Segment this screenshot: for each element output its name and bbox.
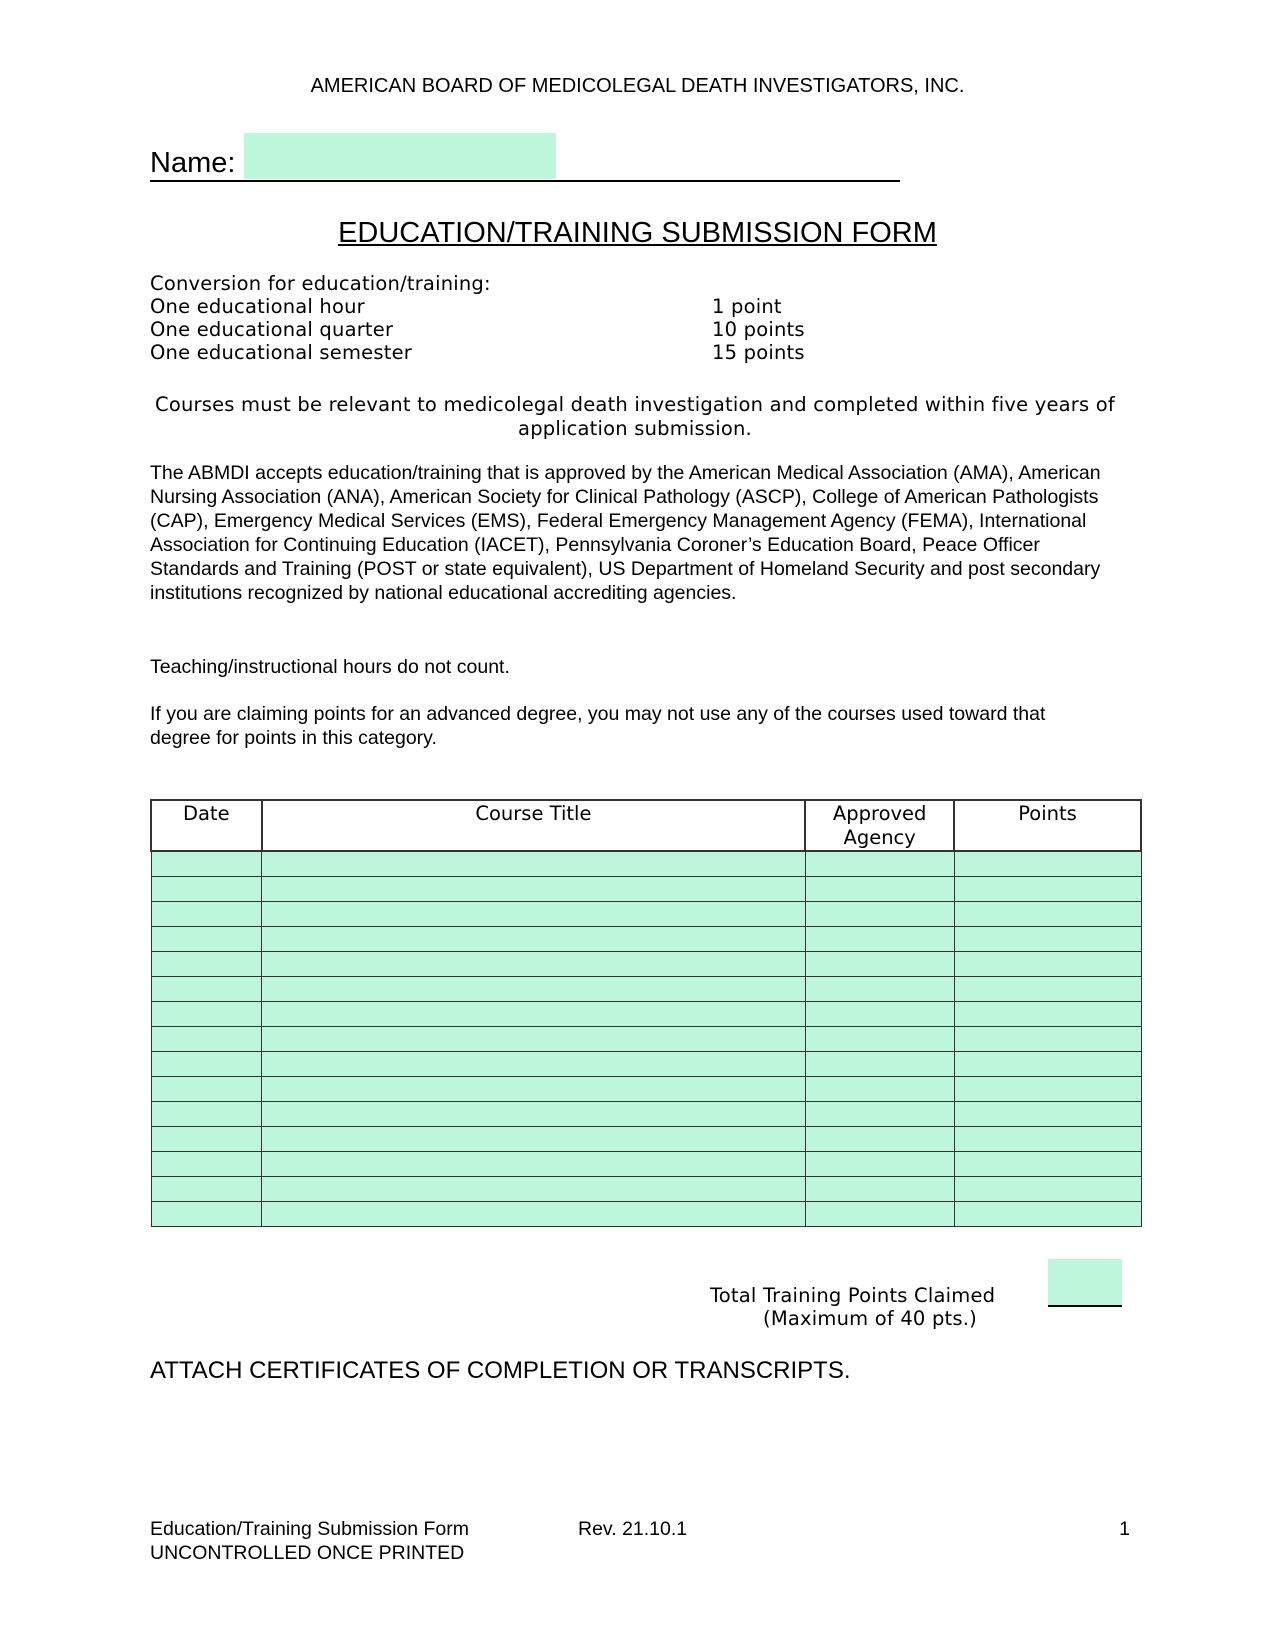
- course-title-input[interactable]: [262, 1102, 805, 1126]
- table-row: [151, 1102, 1141, 1127]
- course-title-input[interactable]: [262, 952, 805, 976]
- teaching-hours-note: Teaching/instructional hours do not count.: [150, 656, 510, 678]
- table-row: [151, 1002, 1141, 1027]
- points-input[interactable]: [955, 1077, 1141, 1101]
- course-title-input[interactable]: [262, 1052, 805, 1076]
- date-cell: [151, 1077, 262, 1102]
- points-input[interactable]: [955, 977, 1141, 1001]
- column-header-course-title: Course Title: [262, 800, 806, 851]
- points-input[interactable]: [955, 852, 1141, 876]
- total-points-label: Total Training Points Claimed: [710, 1284, 996, 1307]
- footer-revision: Rev. 21.10.1: [578, 1518, 688, 1540]
- approved-agency-input[interactable]: [806, 1002, 954, 1026]
- course-title-cell: [262, 1127, 806, 1152]
- conversion-label: One educational hour: [150, 295, 365, 318]
- points-cell: [954, 1002, 1141, 1027]
- total-points-input[interactable]: [1048, 1259, 1122, 1307]
- date-cell: [151, 851, 262, 877]
- points-cell: [954, 1027, 1141, 1052]
- approved-agency-cell: [805, 977, 954, 1002]
- date-input[interactable]: [152, 852, 262, 876]
- column-header-approved-agency: Approved Agency: [805, 800, 954, 851]
- points-cell: [954, 877, 1141, 902]
- table-row: [151, 977, 1141, 1002]
- course-title-cell: [262, 977, 806, 1002]
- column-header-date: Date: [151, 800, 262, 851]
- date-input[interactable]: [152, 1177, 262, 1201]
- approved-agency-input[interactable]: [806, 877, 954, 901]
- points-cell: [954, 1127, 1141, 1152]
- approved-agency-cell: [805, 877, 954, 902]
- date-input[interactable]: [152, 1202, 262, 1226]
- points-cell: [954, 1152, 1141, 1177]
- conversion-label: One educational semester: [150, 341, 412, 364]
- date-cell: [151, 952, 262, 977]
- course-title-input[interactable]: [262, 852, 805, 876]
- conversion-row-semester: [150, 341, 850, 365]
- course-title-cell: [262, 1052, 806, 1077]
- course-title-cell: [262, 952, 806, 977]
- table-row: [151, 1027, 1141, 1052]
- date-input[interactable]: [152, 1127, 262, 1151]
- date-input[interactable]: [152, 1152, 262, 1176]
- course-title-input[interactable]: [262, 1202, 805, 1226]
- form-title: EDUCATION/TRAINING SUBMISSION FORM: [338, 217, 937, 249]
- conversion-value: 1 point: [712, 295, 782, 318]
- courses-table: [150, 799, 1142, 1227]
- name-input[interactable]: [244, 133, 556, 179]
- approved-agency-cell: [805, 952, 954, 977]
- date-input[interactable]: [152, 1027, 262, 1051]
- course-title-input[interactable]: [262, 927, 805, 951]
- date-cell: [151, 1052, 262, 1077]
- points-cell: [954, 851, 1141, 877]
- points-input[interactable]: [955, 877, 1141, 901]
- approved-agency-cell: [805, 1127, 954, 1152]
- date-input[interactable]: [152, 977, 262, 1001]
- approved-agency-input[interactable]: [806, 927, 954, 951]
- approved-agency-input[interactable]: [806, 1177, 954, 1201]
- approved-agency-cell: [805, 1202, 954, 1227]
- course-title-input[interactable]: [262, 1002, 805, 1026]
- points-cell: [954, 927, 1141, 952]
- conversion-value: 10 points: [712, 318, 805, 341]
- table-row: [151, 1077, 1141, 1102]
- courses-table-body: [151, 851, 1141, 1227]
- table-header-row: [151, 800, 1141, 851]
- points-input[interactable]: [955, 952, 1141, 976]
- approved-agency-input[interactable]: [806, 1027, 954, 1051]
- date-cell: [151, 1177, 262, 1202]
- date-cell: [151, 1127, 262, 1152]
- table-row: [151, 1152, 1141, 1177]
- date-cell: [151, 902, 262, 927]
- date-input[interactable]: [152, 1077, 262, 1101]
- course-title-input[interactable]: [262, 877, 805, 901]
- date-input[interactable]: [152, 902, 262, 926]
- points-input[interactable]: [955, 902, 1141, 926]
- points-input[interactable]: [955, 1202, 1141, 1226]
- conversion-value: 15 points: [712, 341, 805, 364]
- date-input[interactable]: [152, 952, 262, 976]
- points-input[interactable]: [955, 1002, 1141, 1026]
- course-title-cell: [262, 1177, 806, 1202]
- course-title-cell: [262, 851, 806, 877]
- date-input[interactable]: [152, 1052, 262, 1076]
- course-title-cell: [262, 1002, 806, 1027]
- points-input[interactable]: [955, 1052, 1141, 1076]
- course-title-input[interactable]: [262, 977, 805, 1001]
- approved-agency-cell: [805, 1052, 954, 1077]
- total-points-max-note: (Maximum of 40 pts.): [763, 1307, 977, 1330]
- course-title-cell: [262, 927, 806, 952]
- points-input[interactable]: [955, 1027, 1141, 1051]
- points-cell: [954, 1102, 1141, 1127]
- date-input[interactable]: [152, 1102, 262, 1126]
- table-row: [151, 952, 1141, 977]
- date-cell: [151, 927, 262, 952]
- table-row: [151, 902, 1141, 927]
- course-title-cell: [262, 1102, 806, 1127]
- points-input[interactable]: [955, 1177, 1141, 1201]
- name-row: [150, 133, 900, 183]
- approved-agency-cell: [805, 1027, 954, 1052]
- course-title-cell: [262, 877, 806, 902]
- conversion-row-hour: [150, 295, 850, 319]
- date-cell: [151, 1002, 262, 1027]
- approved-agency-input[interactable]: [806, 1202, 954, 1226]
- table-row: [151, 1202, 1141, 1227]
- approved-agency-input[interactable]: [806, 1052, 954, 1076]
- approved-agency-input[interactable]: [806, 902, 954, 926]
- conversion-label: One educational quarter: [150, 318, 394, 341]
- approved-agency-input[interactable]: [806, 1127, 954, 1151]
- course-title-cell: [262, 902, 806, 927]
- organization-heading: AMERICAN BOARD OF MEDICOLEGAL DEATH INVESTIGATORS, INC.: [310, 75, 965, 97]
- points-input[interactable]: [955, 1127, 1141, 1151]
- points-cell: [954, 1177, 1141, 1202]
- approved-agency-input[interactable]: [806, 852, 954, 876]
- footer-form-name: Education/Training Submission Form: [150, 1518, 469, 1540]
- points-input[interactable]: [955, 927, 1141, 951]
- approved-agency-cell: [805, 1077, 954, 1102]
- approved-agency-input[interactable]: [806, 952, 954, 976]
- approved-agency-cell: [805, 1102, 954, 1127]
- table-row: [151, 927, 1141, 952]
- points-cell: [954, 902, 1141, 927]
- approved-agency-input[interactable]: [806, 1102, 954, 1126]
- course-title-cell: [262, 1027, 806, 1052]
- column-header-points: Points: [954, 800, 1141, 851]
- attach-certificates-note: ATTACH CERTIFICATES OF COMPLETION OR TRANSCRIPTS.: [150, 1357, 851, 1384]
- approved-agency-input[interactable]: [806, 977, 954, 1001]
- approved-agency-cell: [805, 927, 954, 952]
- date-cell: [151, 1152, 262, 1177]
- date-cell: [151, 1027, 262, 1052]
- approved-agency-cell: [805, 1177, 954, 1202]
- table-row: [151, 851, 1141, 877]
- approved-agency-input[interactable]: [806, 1152, 954, 1176]
- date-cell: [151, 1202, 262, 1227]
- date-input[interactable]: [152, 877, 262, 901]
- points-cell: [954, 977, 1141, 1002]
- points-cell: [954, 1052, 1141, 1077]
- course-title-input[interactable]: [262, 1152, 805, 1176]
- date-cell: [151, 977, 262, 1002]
- course-title-cell: [262, 1152, 806, 1177]
- relevance-note: Courses must be relevant to medicolegal death investigation and completed within five years of application submission.: [155, 393, 1115, 440]
- course-title-input[interactable]: [262, 1077, 805, 1101]
- name-label: Name:: [150, 147, 236, 179]
- course-title-cell: [262, 1077, 806, 1102]
- date-input[interactable]: [152, 927, 262, 951]
- conversion-title: Conversion for education/training:: [150, 272, 491, 295]
- accepted-providers-paragraph: The ABMDI accepts education/training that is approved by the American Medical Association (AMA), American Nursing Association (ANA), American Society for Clinical Pathology (ASCP), College of American Pathologists (CAP), Emergency Medical Services (EMS), Federal Emergency Management Agency (FEMA), International Association for Continuing Education (IACET), Pennsylvania Coroner’s Education Board, Peace Officer Standards and Training (POST or state equivalent), US Department of Homeland Security and post secondary institutions recognized by national educational accrediting agencies.: [150, 462, 1101, 604]
- conversion-row-quarter: [150, 318, 850, 342]
- points-cell: [954, 1202, 1141, 1227]
- footer-page-number: 1: [1119, 1518, 1130, 1540]
- advanced-degree-note: If you are claiming points for an advanced degree, you may not use any of the courses used toward that degree for points in this category.: [150, 703, 1046, 749]
- points-input[interactable]: [955, 1102, 1141, 1126]
- approved-agency-cell: [805, 902, 954, 927]
- points-cell: [954, 1077, 1141, 1102]
- approved-agency-cell: [805, 1002, 954, 1027]
- table-row: [151, 877, 1141, 902]
- course-title-input[interactable]: [262, 1027, 805, 1051]
- approved-agency-cell: [805, 851, 954, 877]
- footer-uncontrolled-note: UNCONTROLLED ONCE PRINTED: [150, 1542, 465, 1564]
- date-cell: [151, 877, 262, 902]
- course-title-input[interactable]: [262, 1177, 805, 1201]
- table-row: [151, 1177, 1141, 1202]
- course-title-cell: [262, 1202, 806, 1227]
- table-row: [151, 1127, 1141, 1152]
- points-input[interactable]: [955, 1152, 1141, 1176]
- approved-agency-cell: [805, 1152, 954, 1177]
- name-underline: [150, 180, 900, 182]
- course-title-input[interactable]: [262, 1127, 805, 1151]
- table-row: [151, 1052, 1141, 1077]
- date-input[interactable]: [152, 1002, 262, 1026]
- points-cell: [954, 952, 1141, 977]
- date-cell: [151, 1102, 262, 1127]
- approved-agency-input[interactable]: [806, 1077, 954, 1101]
- course-title-input[interactable]: [262, 902, 805, 926]
